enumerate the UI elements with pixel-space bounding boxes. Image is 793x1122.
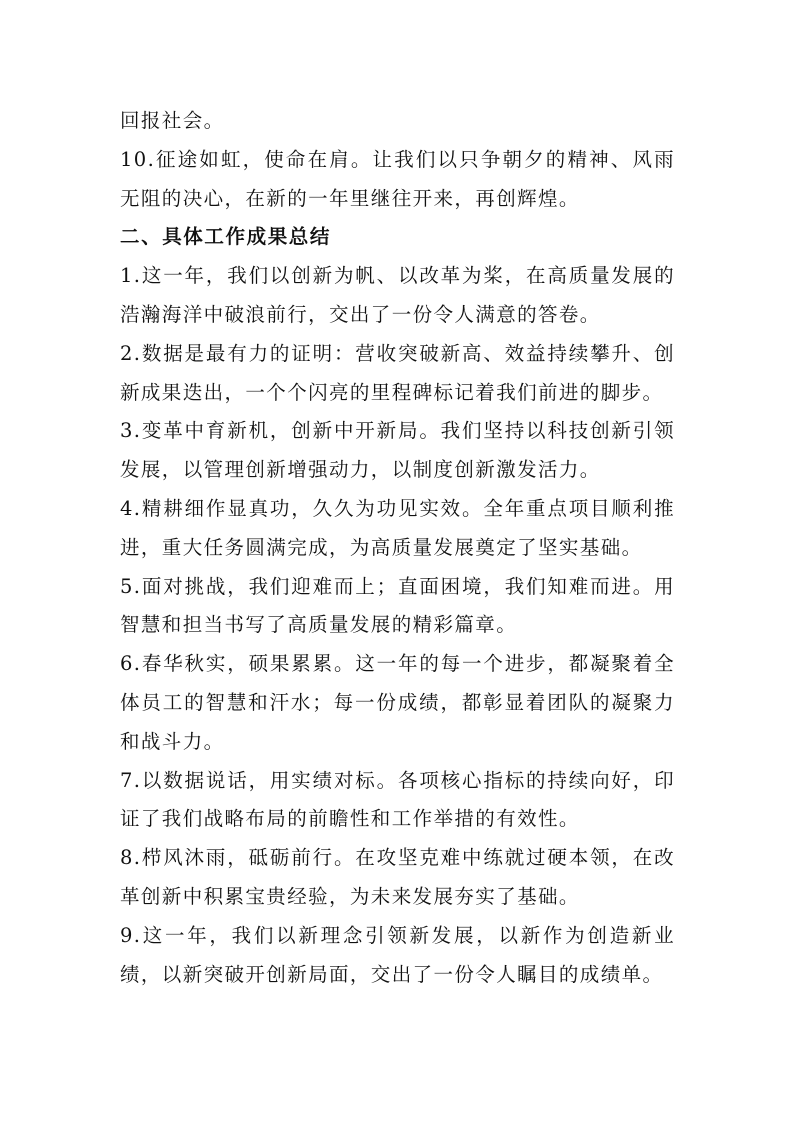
paragraph-item-5: 5.面对挑战，我们迎难而上；直面困境，我们知难而进。用智慧和担当书写了高质量发展的精彩篇章。: [120, 574, 675, 637]
paragraph-item-2: 2.数据是最有力的证明：营收突破新高、效益持续攀升、创新成果迭出，一个个闪亮的里程碑标记着我们前进的脚步。: [120, 341, 675, 404]
paragraph-item-3: 3.变革中育新机，创新中开新局。我们坚持以科技创新引领发展，以管理创新增强动力，以制度创新激发活力。: [120, 419, 675, 482]
paragraph-item-10: 10.征途如虹，使命在肩。让我们以只争朝夕的精神、风雨无阻的决心，在新的一年里继往开来，再创辉煌。: [120, 147, 675, 210]
paragraph-item-1: 1.这一年，我们以创新为帆、以改革为桨，在高质量发展的浩瀚海洋中破浪前行，交出了一份令人满意的答卷。: [120, 264, 675, 326]
paragraph-item-9: 9.这一年，我们以新理念引领新发展，以新作为创造新业绩，以新突破开创新局面，交出了一份令人瞩目的成绩单。: [120, 923, 675, 986]
paragraph-item-4: 4.精耕细作显真功，久久为功见实效。全年重点项目顺利推进，重大任务圆满完成，为高质量发展奠定了坚实基础。: [120, 496, 675, 559]
paragraph-item-6: 6.春华秋实，硕果累累。这一年的每一个进步，都凝聚着全体员工的智慧和汗水；每一份成绩，都彰显着团队的凝聚力和战斗力。: [120, 652, 675, 753]
paragraph-item-8: 8.栉风沐雨，砥砺前行。在攻坚克难中练就过硬本领，在改革创新中积累宝贵经验，为未来发展夯实了基础。: [120, 846, 675, 908]
section-heading: 二、具体工作成果总结: [120, 225, 332, 249]
paragraph-item-7: 7.以数据说话，用实绩对标。各项核心指标的持续向好，印证了我们战略布局的前瞻性和工作举措的有效性。: [120, 768, 675, 831]
paragraph-continuation: 回报社会。: [120, 109, 225, 132]
document-body: [120, 102, 675, 994]
